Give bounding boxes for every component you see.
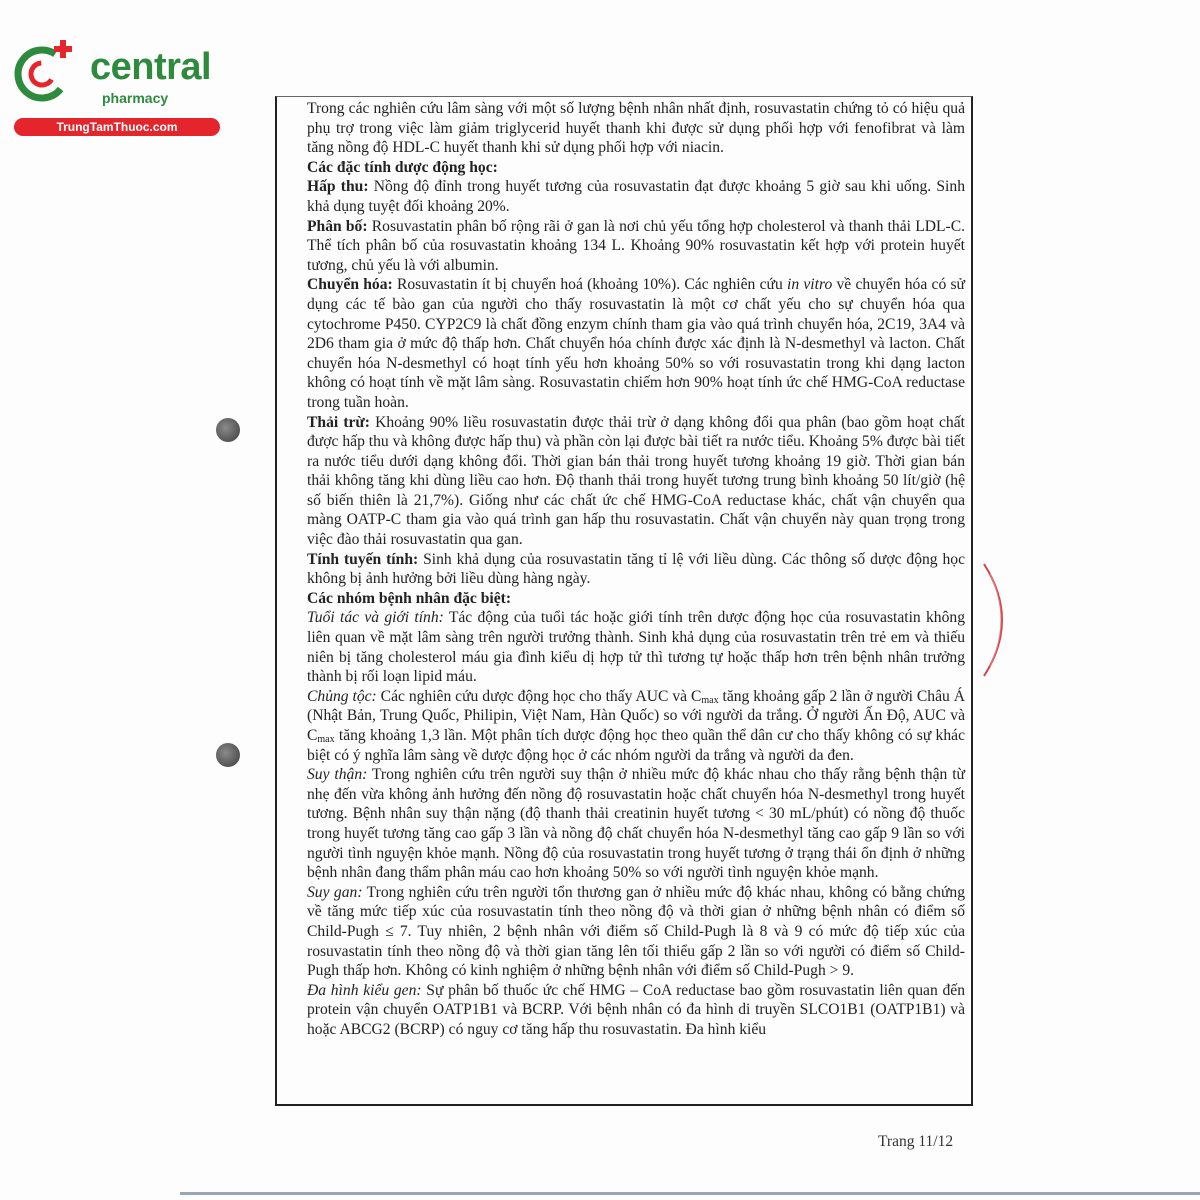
label-absorption: Hấp thu: [307, 178, 369, 196]
text-distribution: Rosuvastatin phân bố rộng rãi ở gan là nơi chủ yếu tổng hợp cholesterol và thanh thải LDL-C. Thể tích phân bố của rosuvastatin khoảng 134 L. Khoảng 90% rosuvastatin kết hợp với protein huyết tương, chủ yếu là với albumin. [307, 217, 965, 274]
text-genetic: Sự phân bố thuốc ức chế HMG – CoA reductase bao gồm rosuvastatin liên quan đến protein vận chuyển OATP1B1 và BCRP. Với bệnh nhân có đa hình di truyền SLCO1B1 (OATP1B1) và hoặc ABCG2 (BCRP) có nguy cơ tăng hấp thu rosuvastatin. Đa hình kiểu [307, 981, 965, 1038]
text-race-b: tăng khoảng gấp 2 lần ở người Châu Á (Nhật Bản, Trung Quốc, Philipin, Việt Nam, Hàn Quốc) so với người da trắng. Ở người Ấn Độ, AUC và C [307, 687, 965, 744]
text-metabolism-b: về chuyển hóa có sử dụng các tế bào gan của người cho thấy rosuvastatin là một cơ chất yếu cho sự chuyển hóa qua cytochrome P450. CYP2C9 là chất đồng enzym chính tham gia vào quá trình chuyển hóa, 2C19, 3A4 và 2D6 tham gia ở mức độ thấp hơn. Chất chuyển hóa chính được xác định là N-desmethyl và lacton. Chất chuyển hóa N-desmethyl có hoạt tính yếu hơn khoảng 50% so với rosuvastatin trong khi dạng lacton không có hoạt tính về mặt lâm sàng. Rosuvastatin chiếm hơn 90% hoạt tính ức chế HMG-CoA reductase trong tuần hoàn. [307, 276, 966, 411]
heading-special-populations: Các nhóm bệnh nhân đặc biệt: [307, 589, 512, 607]
paragraph-intro: Trong các nghiên cứu lâm sàng với một số lượng bệnh nhân nhất định, rosuvastatin chứng tỏ có hiệu quả phụ trợ trong việc làm giảm triglycerid huyết thanh khi được sử dụng phối hợp với fenofibrat và làm tăng nồng độ HDL-C huyết thanh khi sử dụng phối hợp với niacin. [307, 100, 965, 157]
label-linearity: Tính tuyến tính: [307, 550, 419, 568]
text-linearity: Sinh khả dụng của rosuvastatin tăng tỉ lệ với liều dùng. Các thông số dược động học không bị ảnh hưởng bởi liều dùng hàng ngày. [307, 550, 965, 588]
text-race-c: tăng khoảng 1,3 lần. Một phân tích dược động học theo quần thể dân cư cho thấy không có sự khác biệt có ý nghĩa lâm sàng về dược động học ở các nhóm người da trắng và người da đen. [307, 727, 965, 764]
text-metabolism-a: Rosuvastatin ít bị chuyển hoá (khoảng 10%). Các nghiên cứu [392, 276, 787, 294]
label-elimination: Thải trừ: [307, 413, 370, 431]
paragraph-age-gender [307, 608, 965, 686]
paragraph-race [307, 687, 965, 765]
punch-hole [216, 418, 240, 442]
paragraph-hepatic [307, 883, 965, 981]
paragraph-genetic [307, 981, 965, 1040]
text-renal: Trong nghiên cứu trên người suy thận ở nhiều mức độ khác nhau cho thấy rằng bệnh thận từ nhẹ đến vừa không ảnh hưởng đến nồng độ rosuvastatin hoặc chất chuyển hóa N-desmethyl trong huyết tương. Bệnh nhân suy thận nặng (độ thanh thải creatinin huyết tương < 30 mL/phút) có nồng độ thuốc trong huyết tương tăng cao gấp 3 lần và nồng độ chất chuyển hóa N-desmethyl tăng cao gấp 9 lần so với người tình nguyện khỏe mạnh. Nồng độ của rosuvastatin trong huyết tương ở trạng thái ổn định ở những bệnh nhân đang thẩm phân máu cao hơn khoảng 50% so với người tình nguyện khỏe mạnh. [307, 766, 965, 882]
subscript-max: max [701, 694, 719, 706]
pharmacy-cross-logo-icon [10, 38, 80, 108]
label-metabolism: Chuyển hóa: [307, 276, 393, 294]
label-age-gender: Tuổi tác và giới tính: [307, 609, 444, 627]
text-hepatic: Trong nghiên cứu trên người tổn thương gan ở nhiều mức độ khác nhau, không có bằng chứng về tăng mức tiếp xúc của rosuvastatin tính theo nồng độ và thời gian ở những bệnh nhân có điểm số Child-Pugh ≤ 7. Tuy nhiên, 2 bệnh nhân với điểm số Child-Pugh là 8 và 9 có mức độ tiếp xúc của rosuvastatin tính theo nồng độ và thời gian tăng lên tối thiểu gấp 2 lần so với người có điểm số Child-Pugh thấp hơn. Không có kinh nghiệm ở những bệnh nhân với điểm số Child-Pugh > 9. [307, 883, 965, 980]
paragraph-renal [307, 765, 965, 883]
paragraph-linearity [307, 550, 965, 589]
label-race: Chủng tộc: [307, 687, 377, 705]
punch-hole [216, 743, 240, 767]
paragraph-absorption [307, 177, 965, 216]
central-pharmacy-logo[interactable] [10, 38, 220, 138]
label-distribution: Phân bố: [307, 217, 368, 235]
paragraph-metabolism [307, 275, 965, 412]
heading-pharmacokinetics: Các đặc tính dược động học: [307, 158, 498, 176]
paragraph-elimination [307, 413, 965, 550]
text-elimination: Khoảng 90% liều rosuvastatin được thải trừ ở dạng không đổi qua phân (bao gồm hoạt chất được hấp thu và không được hấp thu) và phần còn lại được bài tiết ra nước tiểu. Khoảng 5% được bài tiết ra nước tiểu dưới dạng không đổi. Thời gian bán thải trong huyết tương khoảng 19 giờ. Thời gian bán thải không tăng khi dùng liều cao hơn. Độ thanh thải trong huyết tương trung bình khoảng 50 lít/giờ (hệ số biến thiên là 21,7%). Giống như các chất ức chế HMG-CoA reductase khác, chất vận chuyển qua màng OATP-C tham gia vào quá trình gan hấp thu rosuvastatin. Chất vận chuyển này quan trọng trong việc đào thải rosuvastatin qua gan. [307, 413, 965, 549]
text-race-a: Các nghiên cứu dược động học cho thấy AUC và C [376, 687, 702, 705]
text-in-vitro: in vitro [787, 276, 833, 294]
logo-subtitle: pharmacy [102, 90, 169, 106]
red-stamp-arc-icon [980, 560, 1020, 680]
label-renal: Suy thận: [307, 766, 368, 784]
document-page [275, 96, 973, 1106]
label-genetic: Đa hình kiểu gen: [307, 981, 422, 999]
page-number: Trang 11/12 [878, 1133, 954, 1150]
paragraph-distribution [307, 217, 965, 276]
text-age-gender: Tác động của tuổi tác hoặc giới tính trên dược động học của rosuvastatin không liên quan về mặt lâm sàng trên người trưởng thành. Sinh khả dụng của rosuvastatin trên trẻ em và thiếu niên bị tăng cholesterol máu gia đình kiểu dị hợp tử thì tương tự hoặc thấp hơn trên bệnh nhân trưởng thành bị rối loạn lipid máu. [307, 609, 965, 686]
subscript-max: max [317, 734, 335, 745]
logo-url: TrungTamThuoc.com [14, 118, 220, 136]
logo-name: central [90, 46, 212, 88]
bottom-edge-divider [180, 1192, 1200, 1195]
text-absorption: Nồng độ đỉnh trong huyết tương của rosuvastatin đạt được khoảng 5 giờ sau khi uống. Sinh khả dụng tuyệt đối khoảng 20%. [307, 178, 965, 215]
label-hepatic: Suy gan: [307, 883, 363, 901]
